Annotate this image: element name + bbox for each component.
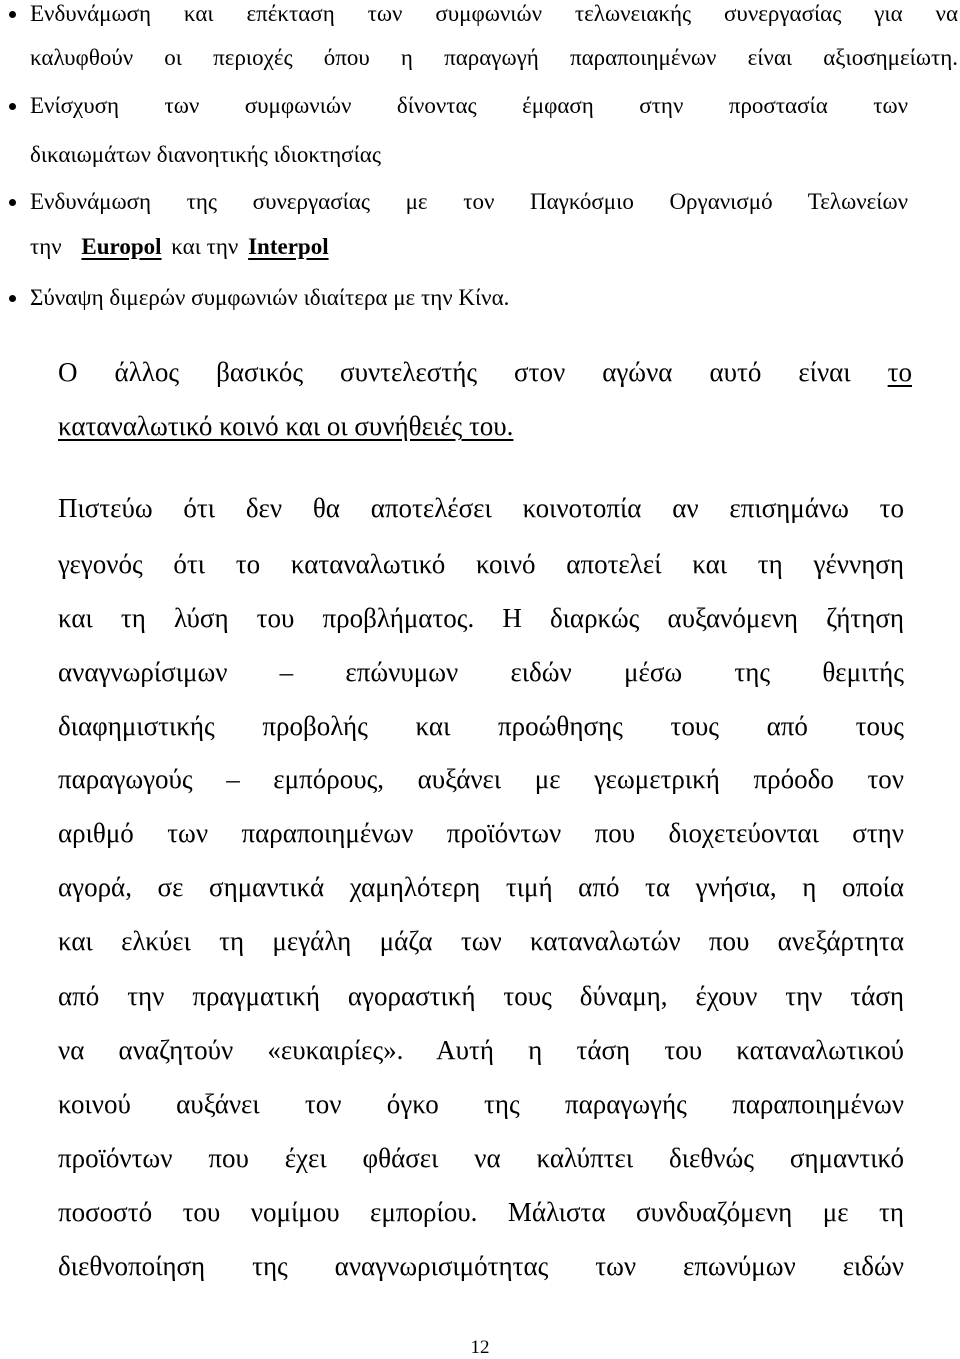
paragraph-2-line-11: [58, 1034, 904, 1066]
paragraph-1-underlined-start: το: [887, 357, 912, 387]
paragraph-2-line-10: από την πραγματική αγοραστική τους δύναμη, έχουν την τάση: [58, 981, 904, 1011]
paragraph-2-line-9: και ελκύει τη μεγάλη μάζα των καταναλωτών που ανεξάρτητα: [58, 926, 904, 956]
paragraph-2-line-7: αριθμό των παραποιημένων προϊόντων που διοχετεύονται στην: [58, 818, 904, 848]
sentence-end: να αναζητούν «ευκαιρίες».: [58, 1035, 404, 1065]
bullet-item-3-line-2: [30, 233, 329, 261]
paragraph-2-line-6: παραγωγούς – εμπόρους, αυξάνει με γεωμετρική πρόοδο τον: [58, 764, 904, 794]
paragraph-2-line-8: αγορά, σε σημαντικά χαμηλότερη τιμή από τα γνήσια, η οποία: [58, 872, 904, 902]
paragraph-2-line-1: Πιστεύω ότι δεν θα αποτελέσει κοινοτοπία αν επισημάνω το: [58, 493, 904, 523]
paragraph-2-line-14: [58, 1196, 904, 1228]
paragraph-1-text: Ο άλλος βασικός συντελεστής στον αγώνα αυτό είναι: [58, 357, 851, 387]
text-mid: και την: [171, 234, 239, 259]
bullet-item-1-line-1: Ενδυνάμωση και επέκταση των συμφωνιών τελωνειακής συνεργασίας για να: [30, 1, 958, 26]
europol-term: Europol: [81, 234, 162, 259]
bullet-dot-3: [9, 199, 16, 206]
paragraph-2-line-2: γεγονός ότι το καταναλωτικό κοινό αποτελεί και τη γέννηση: [58, 549, 904, 579]
paragraph-1-line-2: καταναλωτικό κοινό και οι συνήθειές του.: [58, 411, 514, 441]
sentence-start: Αυτή η τάση του καταναλωτικού: [436, 1035, 904, 1065]
sentence-end: ποσοστό του νομίμου εμπορίου.: [58, 1197, 478, 1227]
sentence-start: Η διαρκώς αυξανόμενη ζήτηση: [502, 603, 905, 633]
paragraph-2-line-13: προϊόντων που έχει φθάσει να καλύπτει διεθνώς σημαντικό: [58, 1143, 904, 1173]
paragraph-2-line-4: αναγνωρίσιμων – επώνυμων ειδών μέσω της θεμιτής: [58, 657, 904, 687]
paragraph-2-line-12: κοινού αυξάνει τον όγκο της παραγωγής παραποιημένων: [58, 1089, 904, 1119]
sentence-start: Μάλιστα συνδυαζόμενη με τη: [507, 1197, 904, 1227]
bullet-dot-4: [9, 295, 16, 302]
interpol-term: Interpol: [248, 234, 329, 259]
paragraph-2-line-15: διεθνοποίηση της αναγνωρισιμότητας των επωνύμων ειδών: [58, 1251, 904, 1281]
paragraph-2-line-3: [58, 602, 904, 634]
bullet-item-2-line-1: Ενίσχυση των συμφωνιών δίνοντας έμφαση στην προστασία των: [30, 93, 908, 118]
bullet-item-3-line-1: Ενδυνάμωση της συνεργασίας με τον Παγκόσμιο Οργανισμό Τελωνείων: [30, 189, 908, 214]
bullet-item-1-line-2: καλυφθούν οι περιοχές όπου η παραγωγή παραποιημένων είναι αξιοσημείωτη.: [30, 45, 958, 70]
sentence-end: και τη λύση του προβλήματος.: [58, 603, 475, 633]
paragraph-2-line-5: διαφημιστικής προβολής και προώθησης τους από τους: [58, 711, 904, 741]
paragraph-1-line-1: [58, 356, 912, 388]
bullet-item-4-line-1: Σύναψη διμερών συμφωνιών ιδιαίτερα με την Κίνα.: [30, 285, 510, 310]
bullet-dot-2: [9, 103, 16, 110]
bullet-item-2-line-2: δικαιωμάτων διανοητικής ιδιοκτησίας: [30, 142, 381, 167]
page-number: 12: [470, 1337, 490, 1358]
bullet-dot-1: [9, 11, 16, 18]
text-prefix: την: [30, 234, 62, 259]
